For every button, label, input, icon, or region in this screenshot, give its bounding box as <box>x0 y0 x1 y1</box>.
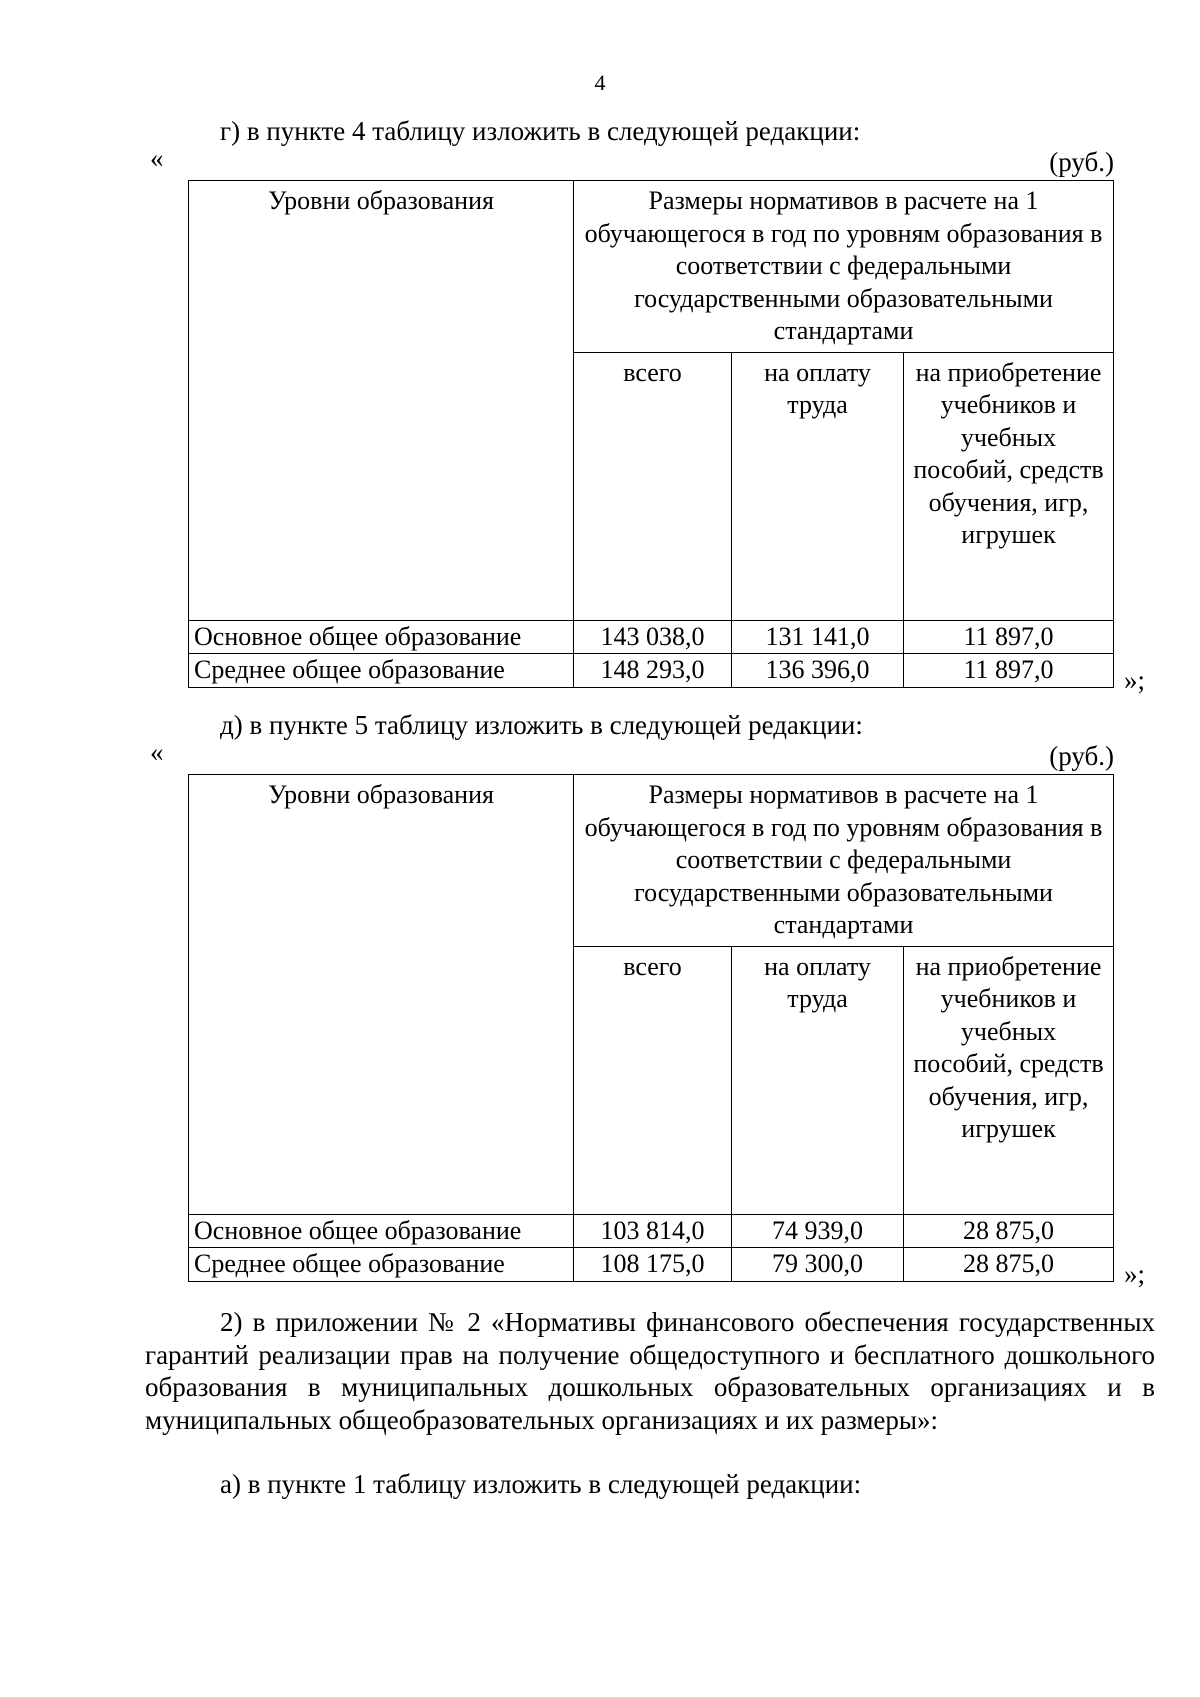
table-row <box>189 1248 1114 1282</box>
col-group-header: Размеры нормативов в расчете на 1 обучающегося в год по уровням образования в соответствии с федеральными государственными образовательными стандартами <box>574 181 1114 353</box>
row-total: 148 293,0 <box>574 654 732 688</box>
section-g-intro: г) в пункте 4 таблицу изложить в следующей редакции: <box>220 116 861 146</box>
page-number: 4 <box>594 70 606 95</box>
paragraph-2-text: 2) в приложении № 2 «Нормативы финансового обеспечения государственных гарантий реализации прав на получение общедоступного и бесплатного дошкольного образования в муниципальных дошкольных образовательных организациях и в муниципальных общеобразовательных организациях и их размеры»: <box>145 1307 1155 1435</box>
section-d-intro: д) в пункте 5 таблицу изложить в следующей редакции: <box>220 710 863 740</box>
row-level: Среднее общее образование <box>189 1248 574 1282</box>
row-books: 28 875,0 <box>904 1214 1114 1248</box>
row-total: 143 038,0 <box>574 620 732 654</box>
row-books: 11 897,0 <box>904 654 1114 688</box>
row-level: Основное общее образование <box>189 620 574 654</box>
col-level-header: Уровни образования <box>189 181 574 621</box>
section-g-unit: (руб.) <box>1049 147 1114 177</box>
table-header-row <box>189 181 1114 353</box>
row-salary: 74 939,0 <box>732 1214 904 1248</box>
row-total: 108 175,0 <box>574 1248 732 1282</box>
col-level-header: Уровни образования <box>189 775 574 1215</box>
section-g-quote-open: « <box>150 143 164 173</box>
row-total: 103 814,0 <box>574 1214 732 1248</box>
col-total-header: всего <box>574 946 732 1214</box>
section-d-quote-open: « <box>150 737 164 767</box>
row-level: Среднее общее образование <box>189 654 574 688</box>
section-g-table <box>188 180 1114 688</box>
table-row <box>189 620 1114 654</box>
item-a: а) в пункте 1 таблицу изложить в следующей редакции: <box>220 1469 862 1499</box>
row-level: Основное общее образование <box>189 1214 574 1248</box>
row-salary: 79 300,0 <box>732 1248 904 1282</box>
col-salary-header: на оплату труда <box>732 946 904 1214</box>
section-g-quote-close: »; <box>1124 665 1146 695</box>
col-salary-header: на оплату труда <box>732 352 904 620</box>
paragraph-2 <box>145 1306 1155 1436</box>
table-row <box>189 654 1114 688</box>
table-row <box>189 1214 1114 1248</box>
section-d-quote-close: »; <box>1124 1259 1146 1289</box>
row-books: 11 897,0 <box>904 620 1114 654</box>
row-salary: 136 396,0 <box>732 654 904 688</box>
table-header-row <box>189 775 1114 947</box>
col-books-header: на приобретение учебников и учебных пособий, средств обучения, игр, игрушек <box>904 946 1114 1214</box>
col-total-header: всего <box>574 352 732 620</box>
section-d-unit: (руб.) <box>1049 741 1114 771</box>
section-d-table <box>188 774 1114 1282</box>
col-books-header: на приобретение учебников и учебных пособий, средств обучения, игр, игрушек <box>904 352 1114 620</box>
row-salary: 131 141,0 <box>732 620 904 654</box>
col-group-header: Размеры нормативов в расчете на 1 обучающегося в год по уровням образования в соответствии с федеральными государственными образовательными стандартами <box>574 775 1114 947</box>
row-books: 28 875,0 <box>904 1248 1114 1282</box>
